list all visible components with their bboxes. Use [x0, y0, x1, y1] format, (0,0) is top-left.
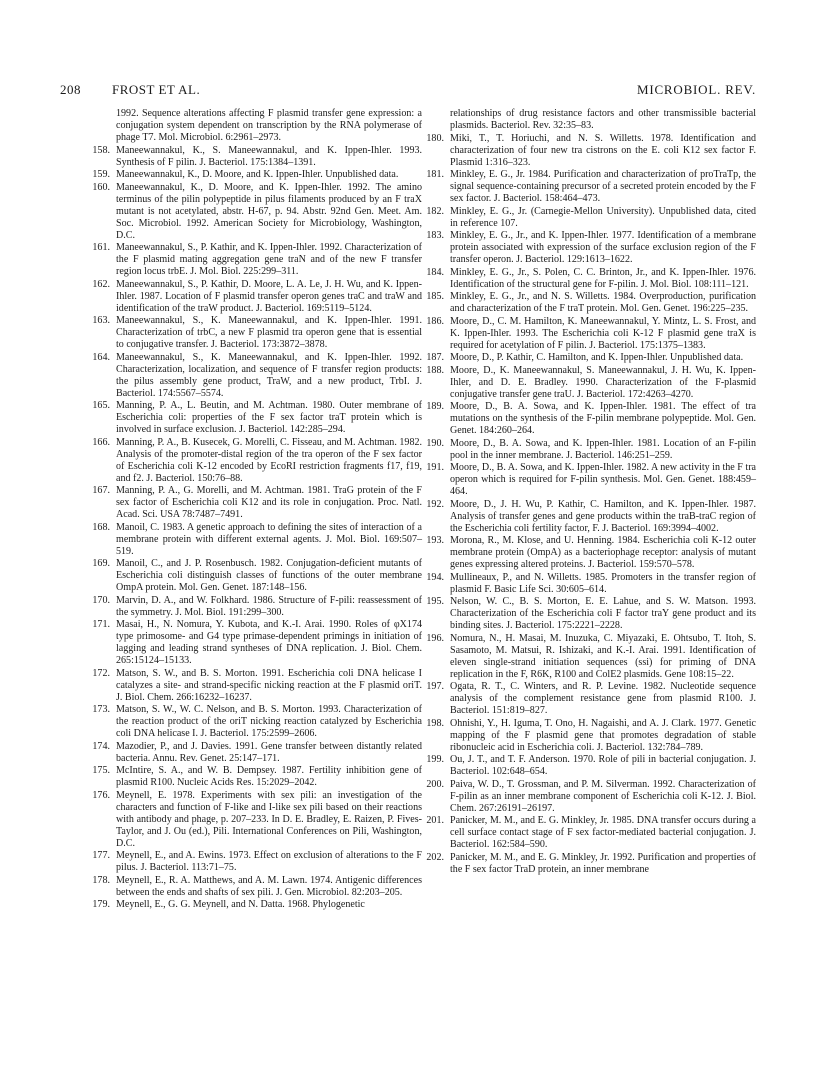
reference-entry: [426, 754, 756, 778]
reference-entry: [426, 499, 756, 535]
reference-entry: [92, 704, 422, 740]
reference-entry: [426, 267, 756, 291]
reference-number: 199.: [426, 754, 444, 765]
reference-text: relationships of drug resistance factors and other transmissible bacterial plasmids. Bacteriol. Rev. 32:35–83.: [450, 108, 756, 131]
reference-entry: [426, 352, 756, 364]
reference-text: Masai, H., N. Nomura, Y. Kubota, and K.-I. Arai. 1990. Roles of φX174 type primosome- and G4 type primase-dependent primings in initiation of lagging and leading strand syntheses of DNA replication. J. Biol. Chem. 265:15124–15133.: [116, 619, 422, 666]
reference-number: 160.: [92, 181, 110, 193]
reference-number: 170.: [92, 594, 110, 606]
reference-text: Mazodier, P., and J. Davies. 1991. Gene transfer between distantly related bacteria. Annu. Rev. Genet. 25:147–171.: [116, 740, 422, 764]
reference-entry: [92, 485, 422, 521]
reference-text: Moore, D., C. M. Hamilton, K. Maneewannakul, Y. Mintz, L. S. Frost, and K. Ippen-Ihler. 1993. The Escherichia coli K-12 F plasmid gene traX is required for acetylation of F pilin. J. Bacteriol. 175:1375–1383.: [450, 315, 756, 351]
reference-entry: [92, 595, 422, 619]
reference-text: Mullineaux, P., and N. Willetts. 1985. Promoters in the transfer region of plasmid F. Basic Life Sci. 30:605–614.: [450, 571, 756, 595]
reference-number: 198.: [426, 717, 444, 729]
reference-number: 181.: [426, 169, 444, 180]
reference-entry: [92, 522, 422, 558]
reference-number: 165.: [92, 400, 110, 411]
reference-number: 166.: [92, 436, 110, 448]
reference-text: Maneewannakul, K., S. Maneewannakul, and K. Ippen-Ihler. 1993. Synthesis of F pilin. J. Bacteriol. 175:1384–1391.: [116, 144, 422, 168]
journal-name: MICROBIOL. REV.: [636, 82, 756, 97]
reference-number: 178.: [92, 874, 110, 886]
reference-entry: [426, 535, 756, 571]
reference-entry: [92, 315, 422, 351]
reference-text: McIntire, S. A., and W. B. Dempsey. 1987. Fertility inhibition gene of plasmid R100. Nucleic Acids Res. 15:2029–2042.: [116, 765, 422, 788]
reference-number: 179.: [92, 899, 110, 910]
reference-text: Moore, D., J. H. Wu, P. Kathir, C. Hamilton, and K. Ippen-Ihler. 1987. Analysis of transfer genes and gene products within the traB-traC region of the Escherichia coli fertility factor, F. J. Bacteriol. 169:3994–4002.: [450, 498, 756, 534]
reference-entry: [426, 133, 756, 169]
reference-number: 167.: [92, 485, 110, 496]
reference-entry: [426, 365, 756, 401]
reference-number: 184.: [426, 266, 444, 278]
reference-number: 164.: [92, 351, 110, 363]
reference-text: Moore, D., B. A. Sowa, and K. Ippen-Ihler. 1981. The effect of tra mutations on the synthesis of the F-pilin membrane polypeptide. Mol. Gen. Genet. 184:260–264.: [450, 401, 756, 436]
reference-number: 168.: [92, 521, 110, 533]
reference-entry: [426, 572, 756, 596]
reference-number: 202.: [426, 851, 444, 863]
reference-entry: [426, 169, 756, 205]
reference-text: 1992. Sequence alterations affecting F plasmid transfer gene expression: a conjugation system dependent on transcription by the RNA polymerase of phage T7. Mol. Microbiol. 6:2961–2973.: [116, 108, 422, 143]
reference-text: Moore, D., B. A. Sowa, and K. Ippen-Ihler. 1982. A new activity in the F tra operon which is required for F-pilin synthesis. Mol. Gen. Genet. 188:459–464.: [450, 462, 756, 497]
reference-number: 169.: [92, 558, 110, 569]
reference-text: Maneewannakul, S., K. Maneewannakul, and K. Ippen-Ihler. 1991. Characterization of trbC, a new F plasmid tra operon gene that is essential to conjugative transfer. J. Bacteriol. 173:3872–3878.: [116, 315, 422, 350]
reference-number: 173.: [92, 704, 110, 715]
reference-text: Ou, J. T., and T. F. Anderson. 1970. Role of pili in bacterial conjugation. J. Bacteriol. 102:648–654.: [450, 754, 756, 777]
reference-number: 188.: [426, 364, 444, 376]
reference-text: Meynell, E., G. G. Meynell, and N. Datta. 1968. Phylogenetic: [116, 899, 365, 910]
reference-entry: [426, 438, 756, 462]
reference-text: Maneewannakul, S., P. Kathir, D. Moore, L. A. Le, J. H. Wu, and K. Ippen-Ihler. 1987. Location of F plasmid transfer operon genes traC and traW and identification of the traW product. J. Bacteriol. 169:5119–5124.: [116, 278, 422, 314]
reference-entry: [426, 108, 756, 132]
reference-entry: [426, 633, 756, 681]
reference-text: Maneewannakul, K., D. Moore, and K. Ippen-Ihler. Unpublished data.: [116, 169, 399, 180]
reference-number: 163.: [92, 315, 110, 326]
reference-number: 189.: [426, 401, 444, 412]
reference-number: 183.: [426, 230, 444, 241]
reference-number: 159.: [92, 169, 110, 180]
reference-entry: [92, 619, 422, 667]
reference-text: Ohnishi, Y., H. Iguma, T. Ono, H. Nagaishi, and A. J. Clark. 1977. Genetic mapping of the F plasmid gene that promotes degradation of stable ribonucleic acid in Escherichia coli. J. Bacteriol. 132:784–789.: [450, 717, 756, 753]
reference-text: Meynell, E., R. A. Matthews, and A. M. Lawn. 1974. Antigenic differences between the ends and shafts of sex pili. J. Gen. Microbiol. 82:203–205.: [116, 874, 422, 898]
reference-number: 187.: [426, 352, 444, 363]
reference-text: Meynell, E. 1978. Experiments with sex pili: an investigation of the characters and function of F-like and I-like sex pili based on their reactions with antibody and phage, p. 207–233. In D. E. Bradley, E. Raizen, P. Fives-Taylor, and J. Ou (ed.), Pili. International Conferences on Pili, Washington, D.C.: [116, 789, 422, 849]
left-column: [92, 108, 422, 912]
page-number: 208: [60, 82, 81, 97]
reference-number: 175.: [92, 765, 110, 776]
reference-number: 174.: [92, 740, 110, 752]
reference-text: Ogata, R. T., C. Winters, and R. P. Levine. 1982. Nucleotide sequence analysis of the complement resistance gene from plasmid R100. J. Bacteriol. 151:819–827.: [450, 681, 756, 716]
reference-entry: [92, 437, 422, 485]
reference-text: Maneewannakul, S., K. Maneewannakul, and K. Ippen-Ihler. 1992. Characterization, localization, and sequence of F transfer region products: the pilus assembly gene product, TraW, and a new product, TrbI. J. Bacteriol. 174:5567–5574.: [116, 351, 422, 399]
reference-number: 193.: [426, 535, 444, 546]
reference-number: 190.: [426, 437, 444, 449]
reference-text: Minkley, E. G., Jr. (Carnegie-Mellon University). Unpublished data, cited in reference 107.: [450, 205, 756, 229]
reference-number: 196.: [426, 632, 444, 644]
reference-text: Manning, P. A., L. Beutin, and M. Achtman. 1980. Outer membrane of Escherichia coli: properties of the F sex factor traT protein which is involved in surface exclusion. J. Bacteriol. 142:285–294.: [116, 400, 422, 435]
reference-text: Minkley, E. G., Jr., S. Polen, C. C. Brinton, Jr., and K. Ippen-Ihler. 1976. Identification of the structural gene for F-pilin. J. Mol. Biol. 108:111–121.: [450, 266, 756, 290]
reference-entry: [92, 145, 422, 169]
reference-text: Manning, P. A., B. Kusecek, G. Morelli, C. Fisseau, and M. Achtman. 1982. Analysis of the promoter-distal region of the tra operon of the F sex factor of Escherichia coli K-12 encoded by EcoRI restriction fragments f17, f19, and f2. J. Bacteriol. 150:76–88.: [116, 436, 422, 484]
reference-entry: [92, 875, 422, 899]
reference-number: 180.: [426, 132, 444, 144]
reference-text: Nomura, N., H. Masai, M. Inuzuka, C. Miyazaki, E. Ohtsubo, T. Itoh, S. Sasamoto, M. Matsui, R. Ishizaki, and K.-I. Arai. 1991. Identification of eleven single-strand initiation sequences (ssi) for priming of DNA replication in the F, R6K, R100 and ColE2 plasmids. Gene 108:15–22.: [450, 632, 756, 680]
reference-text: Matson, S. W., and B. S. Morton. 1991. Escherichia coli DNA helicase I catalyzes a site- and strand-specific nicking reaction at the F plasmid oriT. J. Biol. Chem. 266:16232–16237.: [116, 667, 422, 703]
reference-entry: [92, 242, 422, 278]
reference-number: 192.: [426, 498, 444, 510]
reference-text: Nelson, W. C., B. S. Morton, E. E. Lahue, and S. W. Matson. 1993. Characterization of the Escherichia coli F factor traY gene product and its binding sites. J. Bacteriol. 175:2221–2228.: [450, 596, 756, 631]
reference-entry: [426, 462, 756, 498]
reference-text: Maneewannakul, S., P. Kathir, and K. Ippen-Ihler. 1992. Characterization of the F plasmid mating aggregation gene traN and of the new F transfer region locus trbE. J. Mol. Biol. 225:299–311.: [116, 242, 422, 277]
reference-number: 201.: [426, 815, 444, 826]
reference-entry: [426, 596, 756, 632]
reference-number: 197.: [426, 681, 444, 692]
reference-entry: [426, 779, 756, 815]
reference-entry: [426, 206, 756, 230]
reference-text: Moore, D., B. A. Sowa, and K. Ippen-Ihler. 1981. Location of an F-pilin pool in the inner membrane. J. Bacteriol. 146:251–259.: [450, 437, 756, 461]
reference-text: Matson, S. W., W. C. Nelson, and B. S. Morton. 1993. Characterization of the reaction product of the oriT nicking reaction catalyzed by Escherichia coli DNA helicase I. J. Bacteriol. 175:2599–2606.: [116, 704, 422, 739]
reference-entry: [426, 815, 756, 851]
reference-entry: [92, 400, 422, 436]
reference-entry: [92, 169, 422, 181]
reference-number: 172.: [92, 667, 110, 679]
reference-entry: [92, 279, 422, 315]
reference-entry: [92, 668, 422, 704]
reference-number: 185.: [426, 291, 444, 302]
reference-entry: [92, 765, 422, 789]
reference-number: 162.: [92, 278, 110, 290]
reference-text: Paiva, W. D., T. Grossman, and P. M. Silverman. 1992. Characterization of F-pilin as an inner membrane component of Escherichia coli K-12. J. Biol. Chem. 267:26191–26197.: [450, 778, 756, 814]
reference-entry: [426, 852, 756, 876]
reference-text: Minkley, E. G., Jr. 1984. Purification and characterization of proTraTp, the signal sequence-containing precursor of a secreted protein encoded by the F sex factor. J. Bacteriol. 158:464–473.: [450, 169, 756, 204]
reference-number: 161.: [92, 242, 110, 253]
reference-text: Moore, D., P. Kathir, C. Hamilton, and K. Ippen-Ihler. Unpublished data.: [450, 352, 744, 363]
reference-text: Manoil, C. 1983. A genetic approach to defining the sites of interaction of a membrane protein with different external agents. J. Mol. Biol. 169:507–519.: [116, 521, 422, 557]
reference-number: 195.: [426, 596, 444, 607]
reference-entry: [426, 401, 756, 437]
reference-number: 194.: [426, 571, 444, 583]
reference-entry: [426, 718, 756, 754]
reference-number: 200.: [426, 778, 444, 790]
reference-entry: [92, 352, 422, 400]
reference-number: 176.: [92, 789, 110, 801]
reference-text: Manoil, C., and J. P. Rosenbusch. 1982. Conjugation-deficient mutants of Escherichia coli distinguish classes of functions of the outer membrane OmpA protein. Mol. Gen. Genet. 187:148–156.: [116, 558, 422, 593]
reference-entry: [92, 182, 422, 242]
reference-number: 182.: [426, 205, 444, 217]
reference-entry: [92, 558, 422, 594]
reference-text: Panicker, M. M., and E. G. Minkley, Jr. 1992. Purification and properties of the F sex factor TraD protein, an inner membrane: [450, 851, 756, 875]
page-header: [60, 82, 756, 102]
reference-text: Marvin, D. A., and W. Folkhard. 1986. Structure of F-pili: reassessment of the symmetry. J. Mol. Biol. 191:299–300.: [116, 594, 422, 618]
reference-number: 186.: [426, 315, 444, 327]
reference-entry: [426, 316, 756, 352]
reference-entry: [92, 850, 422, 874]
reference-entry: [426, 230, 756, 266]
reference-text: Minkley, E. G., Jr., and N. S. Willetts. 1984. Overproduction, purification and characterization of the F traT protein. Mol. Gen. Genet. 196:225–235.: [450, 291, 756, 314]
reference-text: Meynell, E., and A. Ewins. 1973. Effect on exclusion of alterations to the F pilus. J. Bacteriol. 113:71–75.: [116, 850, 422, 873]
reference-entry: [92, 899, 422, 911]
reference-entry: [426, 681, 756, 717]
reference-text: Minkley, E. G., Jr., and K. Ippen-Ihler. 1977. Identification of a membrane protein associated with expression of the surface exclusion region of the F transfer operon. J. Bacteriol. 129:1613–1622.: [450, 230, 756, 265]
reference-number: 171.: [92, 619, 110, 630]
reference-text: Moore, D., K. Maneewannakul, S. Maneewannakul, J. H. Wu, K. Ippen-Ihler, and D. E. Bradley. 1990. Characterization of the F-plasmid conjugative transfer gene traU. J. Bacteriol. 172:4263–4270.: [450, 364, 756, 400]
running-authors: FROST ET AL.: [112, 82, 201, 97]
reference-number: 177.: [92, 850, 110, 861]
reference-entry: [426, 291, 756, 315]
reference-text: Miki, T., T. Horiuchi, and N. S. Willetts. 1978. Identification and characterization of four new tra cistrons on the E. coli K12 sex factor F. Plasmid 1:316–323.: [450, 132, 756, 168]
reference-text: Morona, R., M. Klose, and U. Henning. 1984. Escherichia coli K-12 outer membrane protein (OmpA) as a bacteriophage receptor: analysis of mutant genes expressing altered proteins. J. Bacteriol. 159:570–578.: [450, 535, 756, 570]
reference-text: Maneewannakul, K., D. Moore, and K. Ippen-Ihler. 1992. The amino terminus of the pilin polypeptide in pilus filaments produced by an F traX mutant is not acetylated, abstr. H-67, p. 94. Abstr. 92nd Gen. Meet. Am. Soc. Microbiol. 1992. American Society for Microbiology, Washington, D.C.: [116, 181, 422, 241]
reference-entry: [92, 790, 422, 850]
reference-number: 191.: [426, 462, 444, 473]
reference-entry: [92, 741, 422, 765]
reference-entry: [92, 108, 422, 144]
reference-number: 158.: [92, 144, 110, 156]
right-column: [426, 108, 756, 876]
reference-text: Manning, P. A., G. Morelli, and M. Achtman. 1981. TraG protein of the F sex factor of Escherichia coli K12 and its role in conjugation. Proc. Natl. Acad. Sci. USA 78:7487–7491.: [116, 485, 422, 520]
reference-text: Panicker, M. M., and E. G. Minkley, Jr. 1985. DNA transfer occurs during a cell surface contact stage of F sex factor-mediated bacterial conjugation. J. Bacteriol. 162:584–590.: [450, 815, 756, 850]
